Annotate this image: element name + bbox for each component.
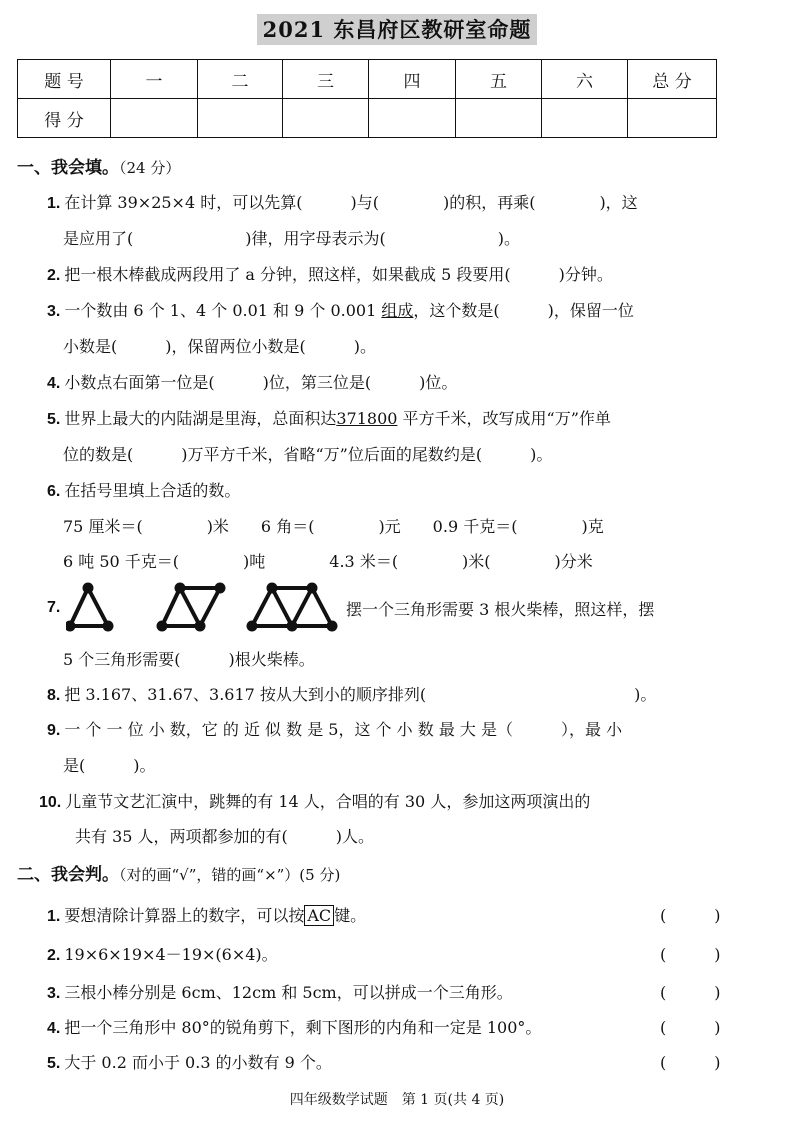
judge-item-2: 2. 19×6×19×4－19×(6×4)。 [47,945,278,964]
question-6: 6. 在括号里填上合适的数。 [47,481,241,500]
score-cell: 二 [198,60,283,99]
judge-answer-blank[interactable]: ( ) [660,906,721,925]
question-6-row-1: 75 厘米＝( )米 6 角＝( )元 0.9 千克＝( )克 [63,517,604,536]
two-triangles-figure [159,585,224,630]
question-10-line-2: 共有 35 人，两项都参加的有( )人。 [75,827,375,846]
question-7-line-1: 摆一个三角形需要 3 根火柴棒，照这样，摆 [346,600,655,619]
score-cell: 四 [369,60,456,99]
judge-item-3: 3. 三根小棒分别是 6cm、12cm 和 5cm，可以拼成一个三角形。 [47,983,513,1002]
score-blank-cell[interactable] [628,99,717,138]
question-9-line-1: 9. 一 个 一 位 小 数，它 的 近 似 数 是 5，这 个 小 数 最 大 是（ ），最 小 [47,720,623,739]
question-1-line-1: 1. 在计算 39×25×4 时，可以先算( )与( )的积，再乘( )，这 [47,193,638,212]
judge-item-1: 1. 要想清除计算器上的数字，可以按 AC 键。 [47,906,367,925]
question-7-line-2: 5 个三角形需要( )根火柴棒。 [63,650,315,669]
judge-answer-blank[interactable]: ( ) [660,1053,721,1072]
question-3-line-2: 小数是( )，保留两位小数是( )。 [63,337,376,356]
page-footer: 四年级数学试题 第 1 页(共 4 页) [289,1092,505,1108]
score-cell: 三 [283,60,369,99]
judge-item-4: 4. 把一个三角形中 80°的锐角剪下，剩下图形的内角和一定是 100°。 [47,1018,542,1037]
score-blank-cell[interactable] [111,99,198,138]
ac-key-box: AC [304,905,334,926]
question-3-line-1: 3. 一个数由 6 个 1、4 个 0.01 和 9 个 0.001 组成，这个数是( )，保留一位 [47,301,634,320]
score-cell: 六 [542,60,628,99]
exam-title: 2021 东昌府区教研室命题 [0,14,794,44]
score-blank-cell[interactable] [283,99,369,138]
score-table-header-row [18,60,717,99]
question-9-line-2: 是( )。 [63,756,156,775]
score-cell: 题 号 [18,60,111,99]
score-cell: 五 [456,60,542,99]
score-blank-cell[interactable] [456,99,542,138]
one-triangle-figure [67,585,112,630]
score-blank-cell[interactable] [198,99,283,138]
judge-item-5: 5. 大于 0.2 而小于 0.3 的小数有 9 个。 [47,1053,332,1072]
question-10-line-1: 10. 儿童节文艺汇演中，跳舞的有 14 人，合唱的有 30 人，参加这两项演出的 [39,792,591,811]
question-1-line-2: 是应用了( )律，用字母表示为( )。 [63,229,520,248]
score-blank-cell[interactable] [542,99,628,138]
score-cell: 总 分 [628,60,717,99]
question-2: 2. 把一根木棒截成两段用了 a 分钟，照这样，如果截成 5 段要用( )分钟。 [47,265,613,284]
question-5-line-1: 5. 世界上最大的内陆湖是里海，总面积达371800 平方千米，改写成用“万”作单 [47,409,611,428]
score-label-cell: 得 分 [18,99,111,138]
score-table [17,59,717,138]
section2-heading: 二、我会判。（对的画“√”，错的画“×”）(5 分) [17,865,341,885]
judge-answer-blank[interactable]: ( ) [660,1018,721,1037]
three-triangles-figure [249,585,336,630]
judge-answer-blank[interactable]: ( ) [660,983,721,1002]
judge-answer-blank[interactable]: ( ) [660,945,721,964]
matchstick-triangles-figure [66,582,346,632]
question-6-row-2: 6 吨 50 千克＝( )吨 4.3 米＝( )米( )分米 [63,552,593,571]
score-cell: 一 [111,60,198,99]
question-5-line-2: 位的数是( )万平方千米，省略“万”位后面的尾数约是( )。 [63,445,553,464]
question-4: 4. 小数点右面第一位是( )位，第三位是( )位。 [47,373,458,392]
question-7-number: 7. [47,599,61,616]
question-8: 8. 把 3.167、31.67、3.617 按从大到小的顺序排列( )。 [47,685,657,704]
section1-heading: 一、我会填。（24 分） [17,158,181,178]
score-table-score-row [18,99,717,138]
score-blank-cell[interactable] [369,99,456,138]
